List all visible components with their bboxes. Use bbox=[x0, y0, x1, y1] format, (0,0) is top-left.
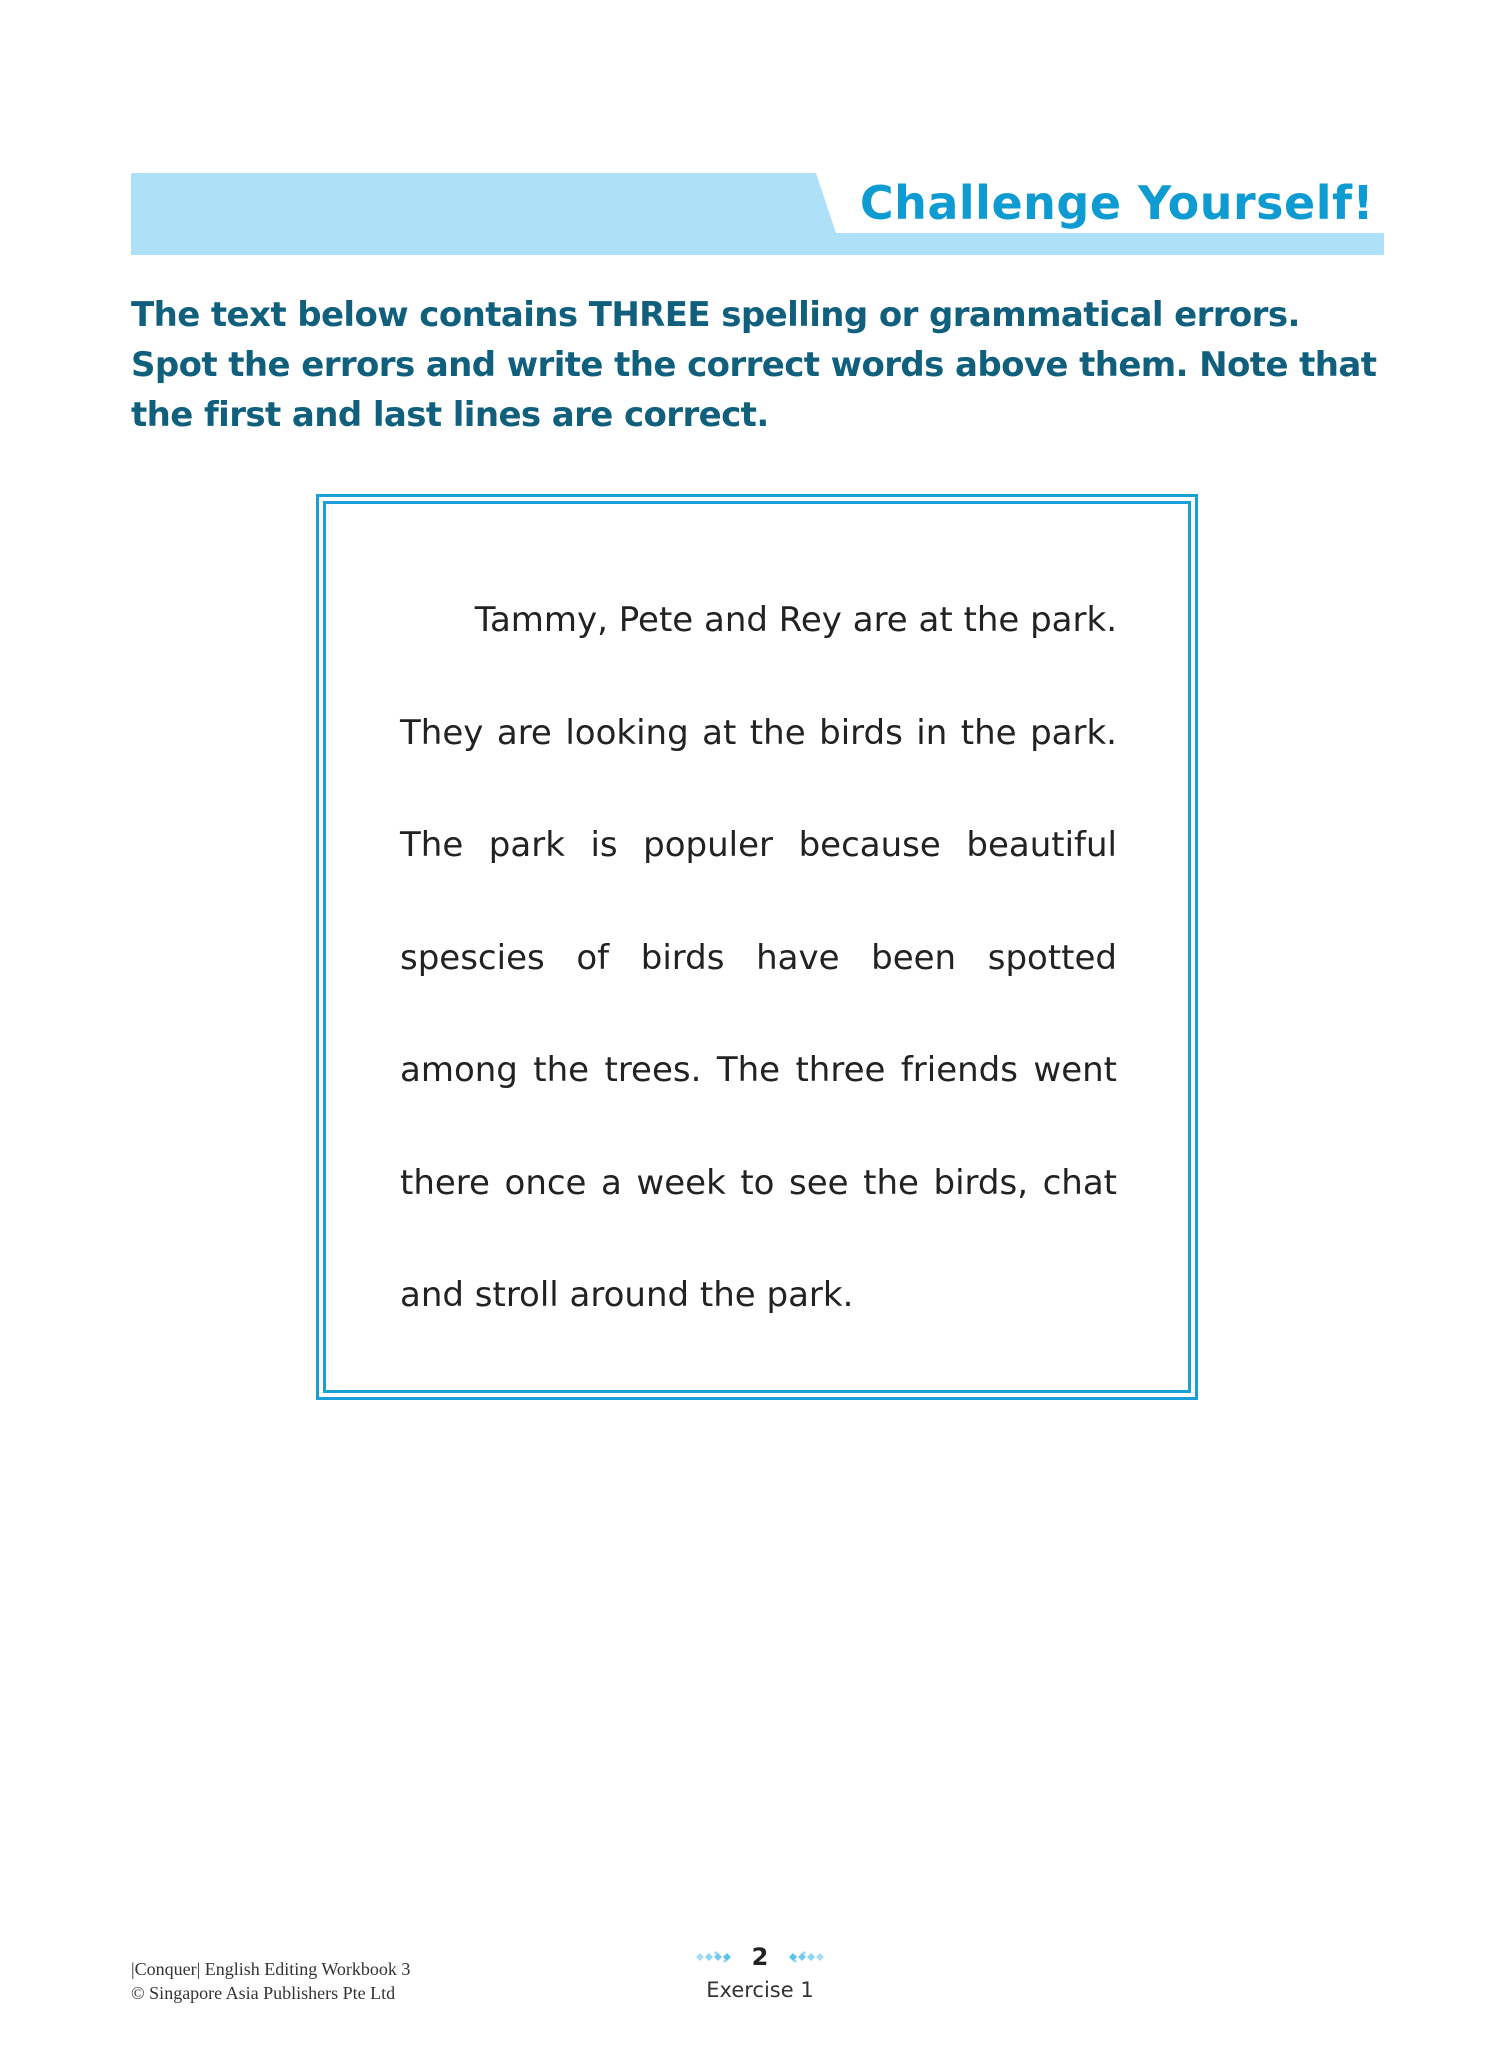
passage-line: spescies of birds have been spotted bbox=[400, 937, 1117, 978]
passage-box bbox=[316, 494, 1198, 1400]
exercise-label: Exercise 1 bbox=[706, 1978, 814, 2002]
page-title: Challenge Yourself! bbox=[859, 176, 1374, 230]
passage-line: and stroll around the park. bbox=[400, 1275, 854, 1315]
diamond-ornament-icon bbox=[784, 1950, 828, 1964]
passage-line: among the trees. The three friends went bbox=[400, 1050, 1117, 1090]
page-number: 2 bbox=[751, 1943, 769, 1971]
passage-line: They are looking at the birds in the park. bbox=[400, 712, 1117, 753]
passage bbox=[400, 592, 1117, 1380]
instructions-text: The text below contains THREE spelling or grammatical errors. Spot the errors and write the correct words above them. Note that the first and last lines are correct. bbox=[131, 295, 1377, 435]
passage-line: Tammy, Pete and Rey are at the park. bbox=[474, 600, 1117, 640]
copyright-notice: © Singapore Asia Publishers Pte Ltd bbox=[131, 1983, 396, 2003]
passage-line: The park is populer because beautiful bbox=[400, 825, 1117, 865]
book-title: |Conquer| English Editing Workbook 3 bbox=[131, 1959, 411, 1979]
header-banner bbox=[131, 173, 1384, 255]
footer-credits bbox=[131, 1957, 410, 2005]
page-number-block bbox=[680, 1940, 840, 1976]
passage-line: there once a week to see the birds, chat bbox=[400, 1162, 1117, 1203]
passage-box-inner bbox=[326, 504, 1188, 1390]
